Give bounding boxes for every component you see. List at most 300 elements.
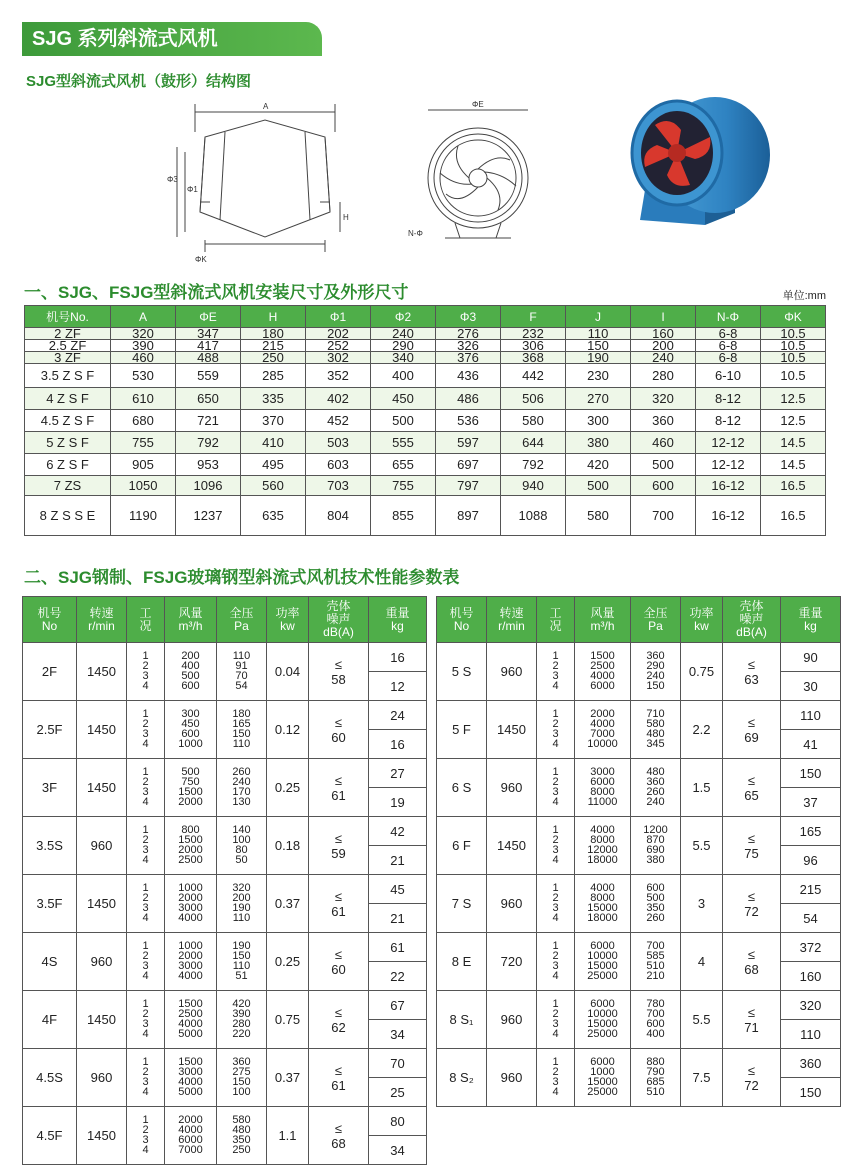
perf-cell-pow [681, 759, 723, 817]
perf-cell-cond [127, 817, 165, 875]
perf-cell-cond [537, 643, 575, 701]
perf-weight-frp: 110 [781, 1020, 841, 1049]
perf-value-pow: 5.5 [692, 1012, 711, 1027]
perf-value-flow: 1500 3000 4000 5000 [178, 1056, 203, 1098]
dim-cell: 503 [306, 432, 371, 454]
dim-cell: 460 [631, 432, 696, 454]
dim-header-cell: N-Φ [696, 306, 761, 328]
dim-cell: 450 [371, 388, 436, 410]
perf-cell-noise [309, 1107, 369, 1165]
perf-cell-pres [217, 991, 267, 1049]
dim-cell: 10.5 [761, 352, 826, 364]
perf-value-rpm: 960 [500, 896, 523, 911]
perf-cell-cond [537, 991, 575, 1049]
section1-title: 一、SJG、FSJG型斜流式风机安装尺寸及外形尺寸 [24, 283, 409, 302]
perf-cell-pow [681, 817, 723, 875]
perf-weight-frp: 96 [781, 846, 841, 875]
table-row [25, 364, 826, 388]
perf-value-pres: 190 150 110 51 [232, 940, 251, 982]
perf-value-pow: 5.5 [692, 838, 711, 853]
perf-cell-pow [681, 643, 723, 701]
dim-cell: 610 [111, 388, 176, 410]
perf-value-rpm: 1450 [87, 722, 116, 737]
dim-header-cell: I [631, 306, 696, 328]
perf-header-cell: 风量 m³/h [165, 597, 217, 643]
perf-value-pow: 0.25 [274, 954, 301, 969]
perf-value-noise: ≤ 61 [331, 772, 346, 803]
perf-cell-pow [681, 875, 723, 933]
perf-value-pres: 420 390 280 220 [232, 998, 251, 1040]
perf-header-cell: 重量 kg [369, 597, 427, 643]
perf-cell-no [23, 991, 77, 1049]
dim-cell: 495 [241, 454, 306, 476]
dim-cell: 340 [371, 352, 436, 364]
dim-cell: 804 [306, 496, 371, 536]
dim-cell: 180 [241, 328, 306, 340]
dim-cell: 488 [176, 352, 241, 364]
dim-cell: 797 [436, 476, 501, 496]
dim-cell: 12-12 [696, 432, 761, 454]
perf-cell-cond [537, 933, 575, 991]
perf-value-pow: 3 [697, 896, 706, 911]
dim-cell: 326 [436, 340, 501, 352]
table-row [437, 817, 841, 846]
dim-cell: 655 [371, 454, 436, 476]
perf-value-no: 8 S₂ [449, 1070, 474, 1085]
perf-value-no: 3.5S [36, 838, 63, 853]
perf-header-cell: 机号 No [437, 597, 487, 643]
perf-value-noise: ≤ 68 [331, 1120, 346, 1151]
perf-value-flow: 1500 2500 4000 5000 [178, 998, 203, 1040]
dim-cell: 150 [566, 340, 631, 352]
dim-cell: 232 [501, 328, 566, 340]
dim-cell: 12.5 [761, 388, 826, 410]
dim-header-cell: 机号No. [25, 306, 111, 328]
dim-cell: 792 [176, 432, 241, 454]
perf-cell-rpm [77, 875, 127, 933]
perf-value-noise: ≤ 60 [331, 946, 346, 977]
perf-cell-noise [309, 875, 369, 933]
dim-cell: 376 [436, 352, 501, 364]
perf-weight-frp: 12 [369, 672, 427, 701]
perf-value-pow: 7.5 [692, 1070, 711, 1085]
table-row [437, 875, 841, 904]
perf-value-no: 2.5F [36, 722, 63, 737]
perf-value-pres: 600 500 350 260 [646, 882, 665, 924]
perf-weight-frp: 34 [369, 1136, 427, 1165]
dim-cell: 160 [631, 328, 696, 340]
dim-cell: 320 [631, 388, 696, 410]
perf-cell-pow [267, 701, 309, 759]
perf-cell-pow [267, 1107, 309, 1165]
perf-header-cell: 壳体 噪声 dB(A) [723, 597, 781, 643]
perf-weight-frp: 21 [369, 846, 427, 875]
table-row [23, 759, 427, 788]
perf-value-noise: ≤ 61 [331, 1062, 346, 1093]
perf-value-pres: 180 165 150 110 [232, 708, 251, 750]
dim-cell: 855 [371, 496, 436, 536]
perf-cell-noise [723, 991, 781, 1049]
perf-value-cond: 1 2 3 4 [142, 766, 149, 808]
perf-cell-pres [217, 759, 267, 817]
perf-weight-steel: 80 [369, 1107, 427, 1136]
dim-cell: 442 [501, 364, 566, 388]
dim-cell: 755 [371, 476, 436, 496]
perf-cell-noise [309, 759, 369, 817]
perf-cell-rpm [487, 817, 537, 875]
perf-cell-rpm [487, 701, 537, 759]
perf-value-noise: ≤ 62 [331, 1004, 346, 1035]
perf-value-noise: ≤ 75 [744, 830, 759, 861]
perf-value-no: 5 S [451, 664, 472, 679]
dim-cell: 380 [566, 432, 631, 454]
perf-value-cond: 1 2 3 4 [552, 708, 559, 750]
dim-cell: 285 [241, 364, 306, 388]
perf-value-noise: ≤ 58 [331, 656, 346, 687]
perf-value-rpm: 1450 [87, 896, 116, 911]
perf-cell-pow [267, 643, 309, 701]
perf-value-noise: ≤ 72 [744, 888, 759, 919]
dim-cell: 215 [241, 340, 306, 352]
dim-cell: 597 [436, 432, 501, 454]
perf-weight-steel: 67 [369, 991, 427, 1020]
perf-cell-pres [217, 875, 267, 933]
perf-cell-noise [723, 933, 781, 991]
perf-cell-flow [165, 817, 217, 875]
perf-value-rpm: 960 [500, 1012, 523, 1027]
perf-cell-noise [309, 817, 369, 875]
perf-cell-flow [575, 759, 631, 817]
side-view-drawing [165, 92, 365, 272]
dim-cell: 680 [111, 410, 176, 432]
perf-cell-pres [631, 817, 681, 875]
perf-cell-no [23, 875, 77, 933]
perf-value-cond: 1 2 3 4 [552, 998, 559, 1040]
dim-cell: 6 Z S F [25, 454, 111, 476]
table-row [25, 410, 826, 432]
dim-cell: 402 [306, 388, 371, 410]
dim-cell: 3 ZF [25, 352, 111, 364]
performance-table-left [22, 596, 427, 1165]
perf-cell-flow [575, 991, 631, 1049]
dim-cell: 530 [111, 364, 176, 388]
perf-value-flow: 1000 2000 3000 4000 [178, 882, 203, 924]
dim-cell: 7 ZS [25, 476, 111, 496]
dim-label-n-phi: N-Φ [408, 229, 423, 238]
dim-header-cell: H [241, 306, 306, 328]
dim-cell: 306 [501, 340, 566, 352]
dim-cell: 1050 [111, 476, 176, 496]
perf-value-flow: 6000 10000 15000 25000 [587, 940, 618, 982]
dim-cell: 190 [566, 352, 631, 364]
perf-value-rpm: 960 [90, 954, 113, 969]
perf-cell-no [23, 1107, 77, 1165]
perf-cell-pres [217, 1049, 267, 1107]
perf-cell-flow [165, 1049, 217, 1107]
dim-cell: 559 [176, 364, 241, 388]
perf-cell-rpm [487, 991, 537, 1049]
perf-weight-frp: 54 [781, 904, 841, 933]
perf-cell-no [437, 759, 487, 817]
perf-value-flow: 6000 1000 15000 25000 [587, 1056, 618, 1098]
fan-product-photo [615, 85, 775, 235]
dim-cell: 644 [501, 432, 566, 454]
dim-cell: 6-8 [696, 352, 761, 364]
dim-cell: 905 [111, 454, 176, 476]
dim-cell: 16-12 [696, 476, 761, 496]
perf-header-cell: 工 况 [537, 597, 575, 643]
perf-cell-flow [165, 875, 217, 933]
dim-header-cell: F [501, 306, 566, 328]
perf-value-rpm: 1450 [87, 780, 116, 795]
perf-cell-cond [127, 1107, 165, 1165]
dim-cell: 8-12 [696, 388, 761, 410]
perf-weight-steel: 360 [781, 1049, 841, 1078]
dim-cell: 360 [631, 410, 696, 432]
dim-cell: 1190 [111, 496, 176, 536]
dim-cell: 580 [566, 496, 631, 536]
perf-cell-cond [127, 933, 165, 991]
perf-cell-noise [309, 643, 369, 701]
perf-value-cond: 1 2 3 4 [142, 650, 149, 692]
perf-value-flow: 2000 4000 6000 7000 [178, 1114, 203, 1156]
perf-cell-flow [165, 1107, 217, 1165]
perf-cell-cond [537, 759, 575, 817]
table-row [437, 759, 841, 788]
dim-label-phi3: Φ3 [167, 175, 178, 184]
perf-cell-no [437, 933, 487, 991]
dim-header-cell: J [566, 306, 631, 328]
perf-cell-cond [537, 817, 575, 875]
dim-cell: 250 [241, 352, 306, 364]
perf-weight-frp: 16 [369, 730, 427, 759]
perf-cell-pres [631, 875, 681, 933]
table-row [23, 1107, 427, 1136]
dim-cell: 280 [631, 364, 696, 388]
perf-weight-frp: 150 [781, 1078, 841, 1107]
dim-cell: 700 [631, 496, 696, 536]
perf-value-flow: 800 1500 2000 2500 [178, 824, 203, 866]
perf-value-pow: 0.18 [274, 838, 301, 853]
perf-weight-steel: 61 [369, 933, 427, 962]
perf-cell-rpm [487, 875, 537, 933]
dim-cell: 390 [111, 340, 176, 352]
perf-value-no: 7 S [451, 896, 472, 911]
perf-weight-steel: 27 [369, 759, 427, 788]
perf-cell-pow [267, 817, 309, 875]
perf-cell-flow [575, 701, 631, 759]
dim-cell: 897 [436, 496, 501, 536]
perf-value-no: 2F [41, 664, 58, 679]
perf-cell-flow [165, 991, 217, 1049]
perf-cell-noise [723, 1049, 781, 1107]
dim-cell: 8-12 [696, 410, 761, 432]
perf-value-no: 8 S₁ [449, 1012, 474, 1027]
perf-value-noise: ≤ 68 [744, 946, 759, 977]
dim-cell: 14.5 [761, 432, 826, 454]
dim-cell: 1237 [176, 496, 241, 536]
perf-value-cond: 1 2 3 4 [552, 1056, 559, 1098]
perf-value-noise: ≤ 71 [744, 1004, 759, 1035]
perf-header-cell: 转速 r/min [487, 597, 537, 643]
perf-weight-frp: 30 [781, 672, 841, 701]
perf-value-pow: 0.04 [274, 664, 301, 679]
dim-cell: 6-10 [696, 364, 761, 388]
table-row [437, 701, 841, 730]
perf-value-pow: 0.37 [274, 896, 301, 911]
dim-cell: 200 [631, 340, 696, 352]
perf-cell-no [437, 991, 487, 1049]
dim-header-cell: Φ1 [306, 306, 371, 328]
dim-cell: 500 [631, 454, 696, 476]
perf-cell-no [23, 1049, 77, 1107]
dim-cell: 302 [306, 352, 371, 364]
perf-cell-cond [127, 1049, 165, 1107]
dim-cell: 270 [566, 388, 631, 410]
perf-header-cell: 全压 Pa [631, 597, 681, 643]
dim-cell: 240 [631, 352, 696, 364]
perf-cell-cond [127, 759, 165, 817]
dim-cell: 417 [176, 340, 241, 352]
perf-value-pres: 480 360 260 240 [646, 766, 665, 808]
perf-cell-no [23, 701, 77, 759]
perf-cell-no [437, 1049, 487, 1107]
perf-cell-rpm [77, 1107, 127, 1165]
perf-cell-rpm [77, 701, 127, 759]
perf-cell-flow [575, 875, 631, 933]
dim-cell: 230 [566, 364, 631, 388]
perf-value-noise: ≤ 72 [744, 1062, 759, 1093]
dim-cell: 252 [306, 340, 371, 352]
perf-value-pow: 0.25 [274, 780, 301, 795]
perf-value-pow: 1.5 [692, 780, 711, 795]
perf-cell-cond [127, 991, 165, 1049]
front-view-drawing [400, 98, 550, 268]
perf-value-noise: ≤ 69 [744, 714, 759, 745]
perf-value-rpm: 960 [90, 838, 113, 853]
perf-value-rpm: 1450 [87, 1012, 116, 1027]
perf-cell-no [437, 817, 487, 875]
perf-cell-pres [217, 643, 267, 701]
perf-value-cond: 1 2 3 4 [142, 940, 149, 982]
perf-value-noise: ≤ 65 [744, 772, 759, 803]
dim-cell: 10.5 [761, 328, 826, 340]
dim-cell: 6-8 [696, 340, 761, 352]
dim-cell: 940 [501, 476, 566, 496]
dim-cell: 370 [241, 410, 306, 432]
perf-value-cond: 1 2 3 4 [142, 998, 149, 1040]
perf-value-cond: 1 2 3 4 [552, 824, 559, 866]
perf-cell-pow [681, 1049, 723, 1107]
dim-cell: 555 [371, 432, 436, 454]
perf-header-cell: 全压 Pa [217, 597, 267, 643]
perf-cell-cond [537, 701, 575, 759]
table-row [23, 991, 427, 1020]
perf-cell-pres [217, 933, 267, 991]
dim-cell: 650 [176, 388, 241, 410]
dim-cell: 755 [111, 432, 176, 454]
perf-value-pres: 780 700 600 400 [646, 998, 665, 1040]
perf-cell-rpm [487, 759, 537, 817]
table-row [23, 643, 427, 672]
perf-cell-pow [267, 875, 309, 933]
perf-value-rpm: 960 [90, 1070, 113, 1085]
perf-cell-flow [165, 701, 217, 759]
perf-cell-cond [537, 875, 575, 933]
dim-cell: 6-8 [696, 328, 761, 340]
perf-weight-steel: 372 [781, 933, 841, 962]
dim-cell: 721 [176, 410, 241, 432]
perf-value-flow: 3000 6000 8000 11000 [587, 766, 618, 808]
perf-cell-no [437, 643, 487, 701]
perf-value-pow: 0.37 [274, 1070, 301, 1085]
dim-cell: 16-12 [696, 496, 761, 536]
perf-cell-rpm [487, 933, 537, 991]
perf-cell-noise [723, 875, 781, 933]
perf-weight-steel: 16 [369, 643, 427, 672]
perf-value-no: 4.5S [36, 1070, 63, 1085]
perf-value-pres: 1200 870 690 380 [643, 824, 668, 866]
perf-value-flow: 500 750 1500 2000 [178, 766, 203, 808]
dim-cell: 8 Z S S E [25, 496, 111, 536]
table-row [437, 933, 841, 962]
perf-cell-noise [309, 1049, 369, 1107]
perf-value-rpm: 1450 [497, 722, 526, 737]
perf-weight-steel: 90 [781, 643, 841, 672]
dim-cell: 4 Z S F [25, 388, 111, 410]
performance-table-right [436, 596, 841, 1107]
perf-cell-noise [723, 759, 781, 817]
perf-cell-rpm [487, 643, 537, 701]
perf-header-cell: 工 况 [127, 597, 165, 643]
perf-header-cell: 功率 kw [267, 597, 309, 643]
perf-cell-noise [309, 991, 369, 1049]
perf-cell-flow [575, 643, 631, 701]
perf-value-flow: 4000 8000 12000 18000 [587, 824, 618, 866]
perf-value-pres: 360 275 150 100 [232, 1056, 251, 1098]
perf-value-pres: 260 240 170 130 [232, 766, 251, 808]
perf-value-pres: 110 91 70 54 [232, 650, 251, 692]
dim-cell: 635 [241, 496, 306, 536]
dim-label-a: A [263, 102, 269, 111]
dim-cell: 12-12 [696, 454, 761, 476]
dim-cell: 5 Z S F [25, 432, 111, 454]
dim-header-cell: ΦE [176, 306, 241, 328]
perf-value-flow: 6000 10000 15000 25000 [587, 998, 618, 1040]
dim-cell: 347 [176, 328, 241, 340]
perf-value-no: 6 S [451, 780, 472, 795]
perf-header-cell: 机号 No [23, 597, 77, 643]
perf-value-pow: 2.2 [692, 722, 711, 737]
perf-cell-noise [309, 701, 369, 759]
perf-value-flow: 200 400 500 600 [181, 650, 200, 692]
perf-cell-flow [575, 817, 631, 875]
dim-cell: 202 [306, 328, 371, 340]
dim-cell: 420 [566, 454, 631, 476]
dim-cell: 290 [371, 340, 436, 352]
perf-weight-steel: 70 [369, 1049, 427, 1078]
perf-value-cond: 1 2 3 4 [552, 766, 559, 808]
perf-value-rpm: 960 [500, 664, 523, 679]
perf-weight-frp: 41 [781, 730, 841, 759]
perf-value-no: 4.5F [36, 1128, 63, 1143]
perf-value-pres: 700 585 510 210 [646, 940, 665, 982]
perf-cell-pow [681, 991, 723, 1049]
perf-cell-pres [217, 701, 267, 759]
dim-cell: 335 [241, 388, 306, 410]
perf-value-no: 5 F [452, 722, 471, 737]
perf-value-noise: ≤ 60 [331, 714, 346, 745]
